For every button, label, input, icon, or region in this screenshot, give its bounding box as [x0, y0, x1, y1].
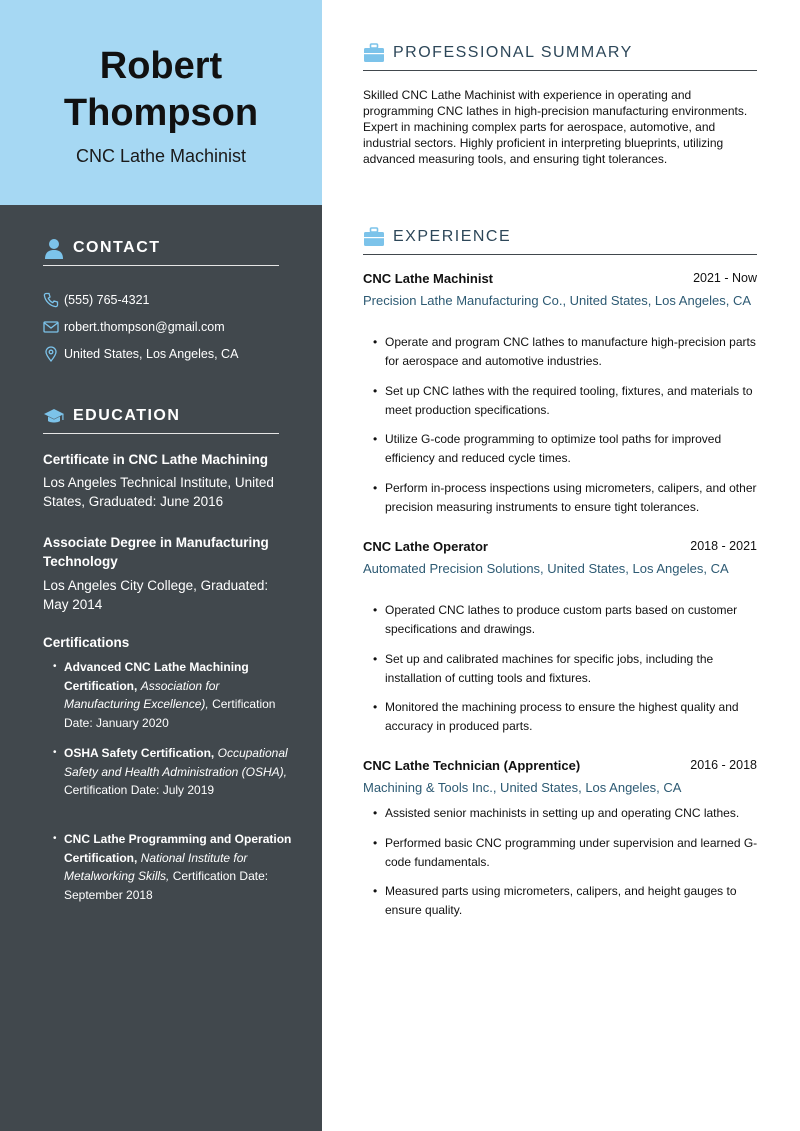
certification-issuer: Association for Manufacturing Excellence), [64, 678, 220, 712]
job-header [363, 539, 757, 557]
certification-item [64, 744, 296, 800]
job-bullet: • Assisted senior machinists in setting up and operating CNC lathes. [385, 804, 770, 823]
job-bullet: • Set up and calibrated machines for specific jobs, including the installation of cutting tools and fixtures. [385, 650, 770, 688]
mail-icon [43, 319, 59, 335]
name-block [0, 0, 322, 205]
certifications-heading: Certifications [43, 635, 130, 650]
job-bullet: • Perform in-process inspections using micrometers, calipers, and other precision measuring instruments to ensure tight tolerances. [385, 479, 770, 517]
phone-icon [43, 292, 59, 308]
job-bullet: • Operated CNC lathes to produce custom parts based on customer specifications and drawings. [385, 601, 770, 639]
first-name: Robert [99, 45, 223, 87]
job-bullet: • Set up CNC lathes with the required tooling, fixtures, and materials to meet production specifications. [385, 382, 770, 420]
job-company: Automated Precision Solutions, United States, Los Angeles, CA [363, 561, 729, 576]
education-heading [43, 407, 279, 434]
location-pin-icon [43, 346, 59, 362]
certification-name: Advanced CNC Lathe Machining Certification, [64, 660, 249, 693]
job-dates: 2016 - 2018 [690, 758, 757, 772]
job-header [363, 271, 757, 289]
job-role: CNC Lathe Technician (Apprentice) [363, 758, 581, 773]
education-school: Los Angeles Technical Institute, United States, Graduated: June 2016 [43, 475, 274, 509]
job-role: CNC Lathe Machinist [363, 271, 494, 286]
person-icon [43, 238, 65, 260]
job-bullet: • Measured parts using micrometers, calipers, and height gauges to ensure quality. [385, 882, 770, 920]
experience-heading-label: EXPERIENCE [393, 228, 512, 245]
certification-date: Certification Date: September 2018 [64, 869, 269, 903]
email-text: robert.thompson@gmail.com [64, 320, 225, 334]
job-company: Machining & Tools Inc., United States, Los Angeles, CA [363, 780, 682, 795]
education-heading-label: EDUCATION [73, 407, 181, 424]
certification-item [64, 658, 296, 733]
job-dates: 2021 - Now [693, 271, 757, 285]
certification-issuer: Occupational Safety and Health Administration (OSHA), [64, 746, 288, 779]
experience-heading [363, 228, 757, 255]
job-bullet: • Operate and program CNC lathes to manufacture high-precision parts for aerospace and automotive industries. [385, 333, 770, 371]
location-text: United States, Los Angeles, CA [64, 347, 239, 361]
phone-text: (555) 765-4321 [64, 293, 150, 307]
job-role: CNC Lathe Operator [363, 539, 488, 554]
certification-date: Certification Date: July 2019 [64, 783, 215, 798]
job-title: CNC Lathe Machinist [75, 146, 247, 166]
certification-item [64, 830, 296, 905]
contact-heading-label: CONTACT [73, 239, 161, 256]
contact-heading [43, 239, 279, 266]
education-degree: Associate Degree in Manufacturing Technology [43, 535, 269, 569]
education-degree: Certificate in CNC Lathe Machining [43, 452, 269, 467]
job-dates: 2018 - 2021 [690, 539, 757, 553]
summary-text: Skilled CNC Lathe Machinist with experience in operating and programming CNC lathes in high-precision manufacturing environments. Expert in machining complex parts for aerospace, automotive, and industrial sectors. Highly proficient in interpreting blueprints, utilizing advanced measuring tools, and ensuring tight tolerances. [363, 88, 748, 166]
job-bullet: • Performed basic CNC programming under supervision and learned G-code fundamentals. [385, 834, 770, 872]
certification-name: CNC Lathe Programming and Operation Certification, [64, 832, 292, 865]
certification-name: OSHA Safety Certification, [64, 746, 215, 760]
job-header [363, 758, 757, 776]
certification-date: Certification Date: January 2020 [64, 697, 276, 731]
certification-issuer: National Institute for Metalworking Skills, [64, 850, 248, 884]
summary-heading [363, 44, 757, 71]
last-name: Thompson [63, 92, 259, 134]
graduation-cap-icon [43, 406, 65, 428]
job-bullet: • Utilize G-code programming to optimize tool paths for improved efficiency and reduced cycle times. [385, 430, 770, 468]
briefcase-icon [363, 227, 385, 247]
summary-heading-label: PROFESSIONAL SUMMARY [393, 44, 633, 61]
education-school: Los Angeles City College, Graduated: May 2014 [43, 578, 269, 612]
job-company: Precision Lathe Manufacturing Co., United States, Los Angeles, CA [363, 293, 752, 308]
job-bullet: • Monitored the machining process to ensure the highest quality and accuracy in produced parts. [385, 698, 770, 736]
briefcase-icon [363, 43, 385, 63]
